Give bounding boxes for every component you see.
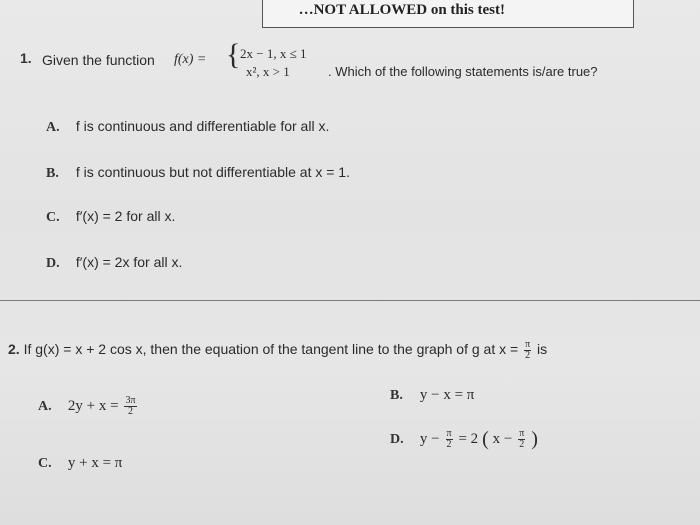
fraction-numerator: π	[525, 339, 531, 350]
question-2-option-a	[38, 396, 139, 417]
banner-text: …NOT ALLOWED on this test!	[298, 2, 505, 18]
option-d-inner: x −	[492, 431, 513, 448]
open-paren: (	[482, 428, 489, 450]
fraction-numerator: π	[519, 428, 525, 439]
fraction-numerator: π	[446, 428, 452, 439]
option-d-left: y −	[419, 431, 440, 448]
question-2-stem: If g(x) = x + 2 cos x, then the equation of the tangent line to the graph of g at x =	[23, 341, 519, 358]
fraction-denominator: 2	[127, 406, 133, 417]
test-rules-banner	[262, 0, 634, 28]
option-letter: C.	[46, 210, 60, 225]
question-1-number: 1.	[20, 50, 32, 66]
question-2-option-b	[390, 386, 474, 404]
option-a-fraction	[124, 396, 136, 417]
question-1-option-b	[46, 164, 350, 182]
question-1-option-c	[46, 208, 175, 226]
option-letter: B.	[390, 388, 403, 403]
question-1-tail: . Which of the following statements is/are true?	[328, 64, 598, 79]
question-2-option-d	[390, 428, 538, 451]
option-a-equation: 2y + x =	[67, 398, 119, 415]
option-letter: A.	[46, 120, 60, 135]
option-d-middle: = 2	[458, 431, 479, 448]
option-d-fraction-1	[446, 429, 453, 450]
option-letter: D.	[390, 432, 404, 448]
option-c-equation: y + x = π	[67, 455, 123, 471]
fraction-denominator: 2	[525, 350, 531, 361]
question-1-function-name: f(x) =	[174, 52, 207, 67]
question-2-stem-fraction	[524, 340, 531, 361]
question-1-option-d	[46, 254, 182, 272]
option-letter: C.	[38, 456, 52, 471]
option-letter: A.	[38, 399, 52, 415]
fraction-denominator: 2	[519, 439, 525, 450]
option-text: f′(x) = 2x for all x.	[75, 254, 183, 270]
piecewise-case-2: x², x > 1	[246, 64, 290, 79]
question-1-option-a	[46, 118, 329, 136]
question-2-option-c	[38, 454, 122, 472]
option-letter: B.	[46, 166, 59, 181]
option-d-fraction-2	[518, 429, 525, 450]
question-1-lead: Given the function	[42, 52, 155, 68]
option-text: f is continuous and differentiable for all x.	[75, 118, 330, 134]
piecewise-case-1: 2x − 1, x ≤ 1	[240, 46, 307, 61]
section-divider	[0, 300, 700, 301]
question-2-stem-line	[8, 340, 547, 361]
piecewise-brace: {	[226, 38, 241, 71]
option-b-equation: y − x = π	[419, 387, 475, 403]
option-text: f is continuous but not differentiable at x = 1.	[75, 164, 350, 180]
question-2-stem-end: is	[537, 341, 548, 358]
fraction-denominator: 2	[446, 439, 452, 450]
option-letter: D.	[46, 256, 60, 271]
fraction-numerator: 3π	[125, 395, 136, 406]
option-text: f′(x) = 2 for all x.	[75, 208, 176, 224]
question-2-number: 2.	[8, 341, 20, 358]
close-paren: )	[531, 428, 538, 450]
